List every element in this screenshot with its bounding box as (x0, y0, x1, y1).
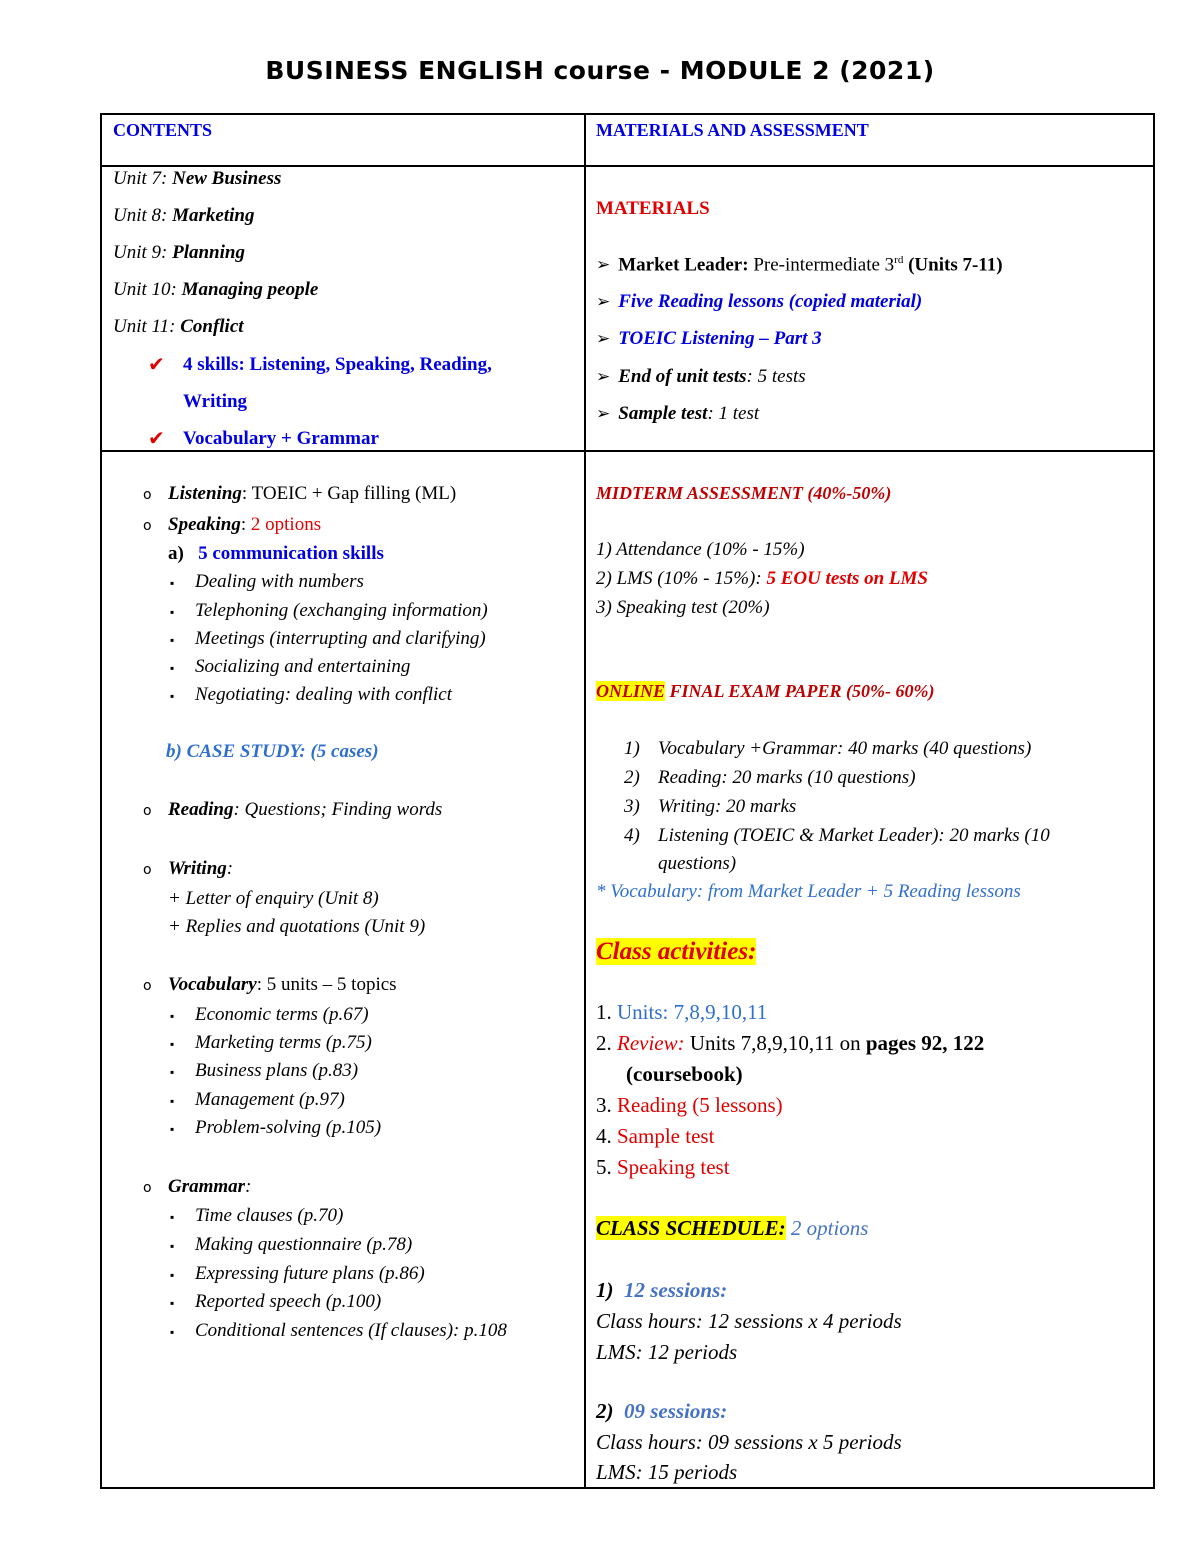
writing-item: Writing: (168, 858, 234, 879)
vocabulary-item: Vocabulary: 5 units – 5 topics (168, 974, 397, 995)
square-bullet-icon: ▪ (170, 1009, 175, 1023)
sample-test-item: ➢ Sample test: 1 test (596, 403, 760, 424)
square-bullet-icon: ▪ (170, 1065, 175, 1079)
square-bullet-icon: ▪ (170, 1210, 175, 1224)
skills-line: 4 skills: Listening, Speaking, Reading, (183, 354, 492, 375)
vocab-note: * Vocabulary: from Market Leader + 5 Reading lessons (596, 881, 1021, 902)
toeic-item: ➢ TOEIC Listening – Part 3 (596, 328, 822, 349)
page-title: BUSINESS ENGLISH course - MODULE 2 (2021) (265, 56, 935, 85)
final-item-4: Listening (TOEIC & Market Leader): 20 marks (10 (658, 825, 1050, 846)
schedule-option-1-hours: Class hours: 12 sessions x 4 periods (596, 1309, 902, 1333)
circle-bullet-icon: o (143, 487, 152, 503)
comm-skills-heading: a) 5 communication skills (168, 543, 384, 564)
grammar-topic-1: Time clauses (p.70) (195, 1205, 344, 1226)
vocab-topic-4: Management (p.97) (195, 1089, 345, 1110)
vocab-topic-1: Economic terms (p.67) (195, 1004, 369, 1025)
square-bullet-icon: ▪ (170, 605, 175, 619)
square-bullet-icon: ▪ (170, 1122, 175, 1136)
midterm-item-1: 1) Attendance (10% - 15%) (596, 539, 805, 560)
midterm-heading: MIDTERM ASSESSMENT (40%-50%) (596, 483, 892, 503)
final-num-4: 4) (624, 825, 640, 846)
square-bullet-icon: ▪ (170, 661, 175, 675)
unit-9: Unit 9: Planning (113, 242, 245, 263)
square-bullet-icon: ▪ (170, 576, 175, 590)
square-bullet-icon: ▪ (170, 689, 175, 703)
arrow-bullet-icon: ➢ (596, 329, 611, 349)
final-item-3: Writing: 20 marks (658, 796, 797, 817)
vocab-topic-3: Business plans (p.83) (195, 1060, 359, 1081)
schedule-option-1-lms: LMS: 12 periods (596, 1340, 738, 1364)
listening-item: Listening: TOEIC + Gap filling (ML) (168, 483, 457, 504)
square-bullet-icon: ▪ (170, 1239, 175, 1253)
eou-tests-item: ➢ End of unit tests: 5 tests (596, 366, 806, 387)
vocab-topic-2: Marketing terms (p.75) (195, 1032, 372, 1053)
schedule-option-1: 1) 12 sessions: (596, 1278, 728, 1302)
activity-3: 3. Reading (5 lessons) (596, 1093, 783, 1117)
class-schedule-heading: CLASS SCHEDULE: 2 options (596, 1216, 869, 1240)
square-bullet-icon: ▪ (170, 633, 175, 647)
square-bullet-icon: ▪ (170, 1094, 175, 1108)
final-item-2: Reading: 20 marks (10 questions) (658, 767, 916, 788)
comm-skill-4: Socializing and entertaining (195, 656, 411, 677)
circle-bullet-icon: o (143, 978, 152, 994)
square-bullet-icon: ▪ (170, 1037, 175, 1051)
class-activities-heading: Class activities: (596, 938, 757, 965)
speaking-item: Speaking: 2 options (168, 514, 322, 535)
case-study-heading: b) CASE STUDY: (5 cases) (166, 741, 379, 762)
midterm-item-3: 3) Speaking test (20%) (596, 597, 770, 618)
comm-skill-2: Telephoning (exchanging information) (195, 600, 488, 621)
materials-header: MATERIALS AND ASSESSMENT (596, 120, 869, 140)
square-bullet-icon: ▪ (170, 1296, 175, 1310)
unit-10: Unit 10: Managing people (113, 279, 319, 300)
unit-7: Unit 7: New Business (113, 168, 282, 189)
activity-4: 4. Sample test (596, 1124, 715, 1148)
arrow-bullet-icon: ➢ (596, 404, 611, 424)
materials-cell (596, 168, 1146, 450)
final-num-2: 2) (624, 767, 640, 788)
contents-header: CONTENTS (113, 120, 213, 140)
final-exam-heading: ONLINE FINAL EXAM PAPER (50%- 60%) (596, 681, 935, 701)
activity-2-cont: (coursebook) (626, 1062, 743, 1086)
row-divider (102, 450, 1153, 452)
circle-bullet-icon: o (143, 518, 152, 534)
square-bullet-icon: ▪ (170, 1325, 175, 1339)
activity-1: 1. Units: 7,8,9,10,11 (596, 1000, 768, 1024)
grammar-topic-5: Conditional sentences (If clauses): p.108 (195, 1320, 507, 1341)
comm-skill-1: Dealing with numbers (195, 571, 364, 592)
final-num-1: 1) (624, 738, 640, 759)
circle-bullet-icon: o (143, 1180, 152, 1196)
schedule-option-2: 2) 09 sessions: (596, 1399, 728, 1423)
final-num-3: 3) (624, 796, 640, 817)
unit-8: Unit 8: Marketing (113, 205, 255, 226)
online-badge: ONLINE (596, 681, 666, 701)
circle-bullet-icon: o (143, 803, 152, 819)
schedule-option-2-lms: LMS: 15 periods (596, 1460, 738, 1484)
course-table (100, 113, 1155, 1489)
check-icon: ✔ (148, 426, 165, 450)
skills-cell (113, 453, 578, 1483)
skills-line-cont: Writing (183, 391, 248, 412)
market-leader-item: ➢ Market Leader: Pre-intermediate 3rd (Units 7-11) (596, 254, 1003, 276)
arrow-bullet-icon: ➢ (596, 367, 611, 387)
vocab-topic-5: Problem-solving (p.105) (195, 1117, 382, 1138)
activity-5: 5. Speaking test (596, 1155, 730, 1179)
midterm-item-2: 2) LMS (10% - 15%): 5 EOU tests on LMS (596, 568, 928, 589)
comm-skill-5: Negotiating: dealing with conflict (195, 684, 453, 705)
writing-sub-2: + Replies and quotations (Unit 9) (168, 916, 426, 937)
assessment-cell (596, 453, 1146, 1483)
grammar-topic-3: Expressing future plans (p.86) (195, 1263, 425, 1284)
grammar-topic-4: Reported speech (p.100) (195, 1291, 382, 1312)
reading-lessons-item: ➢ Five Reading lessons (copied material) (596, 291, 923, 312)
activity-2: 2. Review: Units 7,8,9,10,11 on pages 92, 122 (596, 1031, 985, 1055)
grammar-item: Grammar: (168, 1176, 252, 1197)
header-divider (102, 165, 1153, 167)
writing-sub-1: + Letter of enquiry (Unit 8) (168, 888, 379, 909)
schedule-option-2-hours: Class hours: 09 sessions x 5 periods (596, 1430, 902, 1454)
final-item-4-cont: questions) (658, 853, 737, 874)
materials-heading: MATERIALS (596, 198, 710, 219)
column-divider (584, 115, 586, 1487)
check-icon: ✔ (148, 352, 165, 376)
reading-item: Reading: Questions; Finding words (168, 799, 443, 820)
vocab-grammar-line: Vocabulary + Grammar (183, 428, 379, 449)
circle-bullet-icon: o (143, 862, 152, 878)
comm-skill-3: Meetings (interrupting and clarifying) (195, 628, 486, 649)
arrow-bullet-icon: ➢ (596, 292, 611, 312)
unit-11: Unit 11: Conflict (113, 316, 244, 337)
square-bullet-icon: ▪ (170, 1268, 175, 1282)
units-cell (113, 168, 578, 450)
final-item-1: Vocabulary +Grammar: 40 marks (40 questions) (658, 738, 1032, 759)
arrow-bullet-icon: ➢ (596, 255, 611, 276)
grammar-topic-2: Making questionnaire (p.78) (195, 1234, 413, 1255)
